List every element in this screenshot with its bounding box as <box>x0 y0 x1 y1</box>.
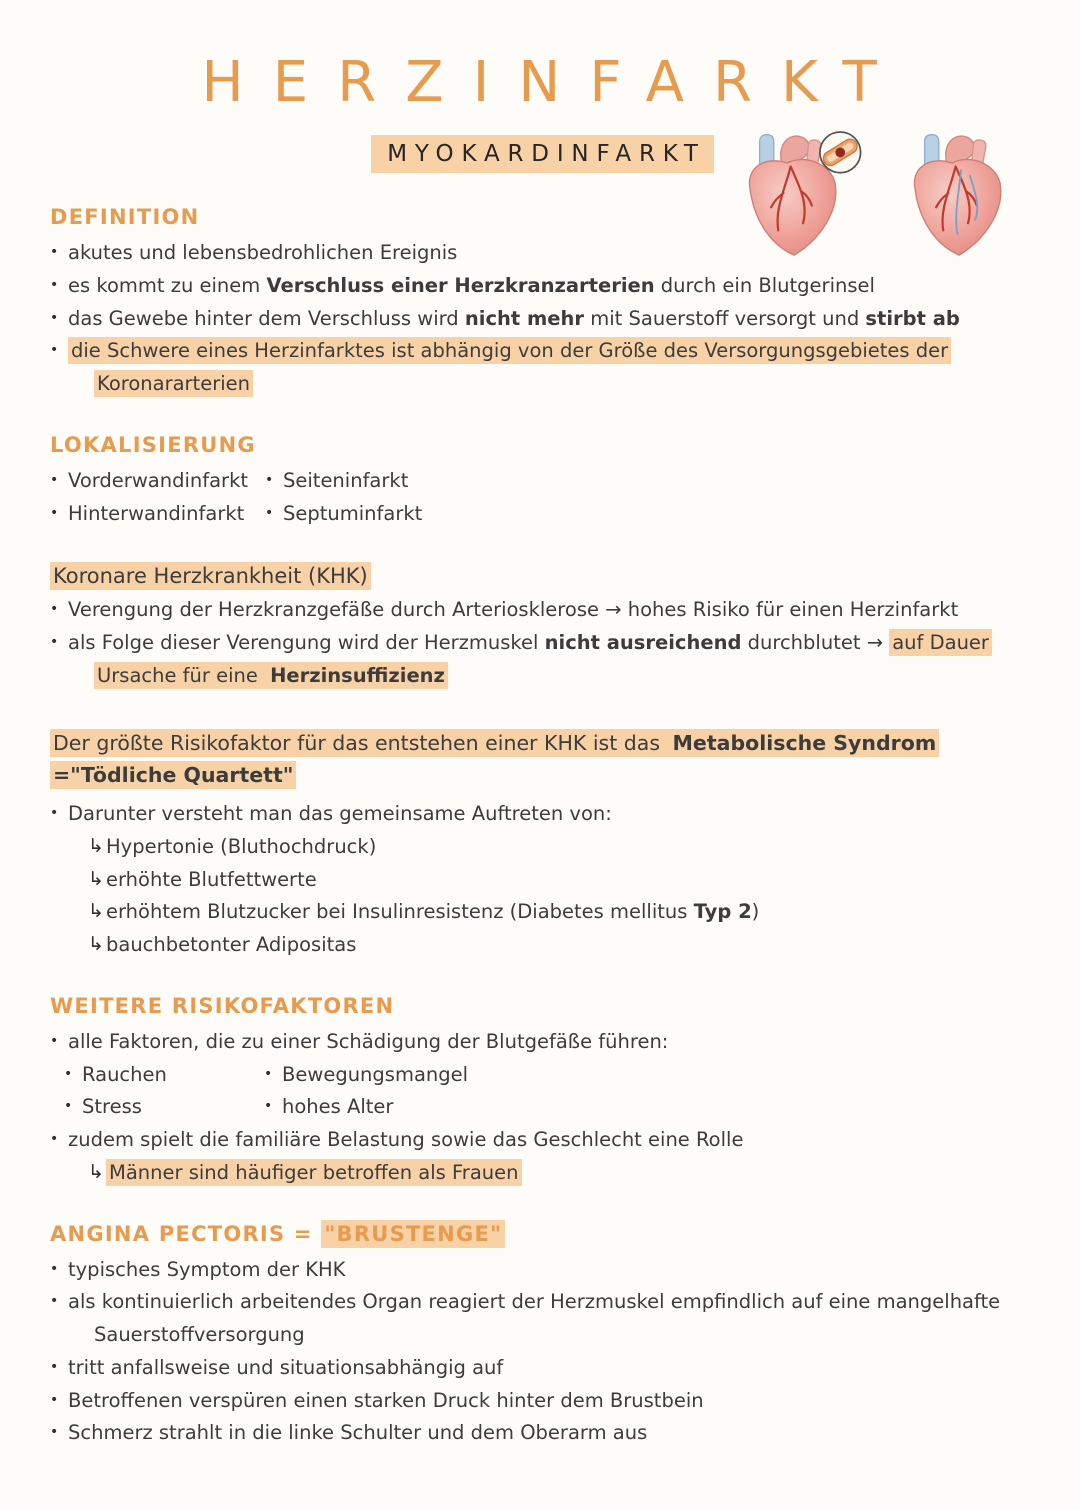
text-segment: tritt anfallsweise und situationsabhängig auf <box>68 1355 504 1379</box>
sub-bullet-line <box>88 864 1035 897</box>
text-segment: Sauerstoffversorgung <box>94 1323 305 1347</box>
text-segment: erhöhtem Blutzucker bei Insulinresistenz (Diabetes mellitus <box>106 900 694 924</box>
text-segment: Koronararterien <box>94 370 253 397</box>
angina-heading <box>50 1222 1035 1246</box>
bullet-line <box>50 594 1035 627</box>
bullet-line <box>50 303 1035 336</box>
arrow-marker: ↳ <box>88 1160 104 1183</box>
text-segment: Ursache für eine <box>94 662 267 689</box>
text-segment: ANGINA PECTORIS = <box>50 1221 322 1246</box>
text-segment: Verengung der Herzkranzgefäße durch Arteriosklerose → hohes Risiko für einen Herzinfarkt <box>68 598 959 622</box>
text-segment: als Folge dieser Verengung wird der Herzmuskel <box>68 631 545 654</box>
definition-heading: DEFINITION <box>50 205 200 229</box>
section-lokalisierung <box>50 433 1035 531</box>
text-segment: stirbt ab <box>865 306 960 330</box>
sub-bullet-line <box>88 1157 1035 1190</box>
bullet-marker: • <box>50 1358 59 1375</box>
bullet-line <box>50 1254 1035 1287</box>
bullet-marker: • <box>50 634 59 650</box>
sub-bullet-line <box>88 929 1035 962</box>
continuation-line <box>50 660 1035 693</box>
bullet-line <box>50 1286 1035 1319</box>
bullet-marker: • <box>50 601 59 618</box>
line-text <box>68 303 960 336</box>
bullet-line <box>64 1059 264 1092</box>
line-text <box>94 660 448 693</box>
text-segment: alle Faktoren, die zu einer Schädigung der Blutgefäße führen: <box>68 1029 669 1053</box>
line-text <box>68 798 612 831</box>
heart-illustration <box>883 128 1038 268</box>
bullet-marker: • <box>50 471 59 488</box>
page-title: HERZINFARKT <box>201 50 906 115</box>
text-segment: Der größte Risikofaktor für das entstehen einer KHK ist das <box>50 729 670 757</box>
bullet-marker: • <box>50 244 59 260</box>
text-segment: Metabolische Syndrom <box>670 729 940 757</box>
bullet-line <box>50 1124 1035 1157</box>
line-text <box>94 1319 305 1352</box>
text-segment: das Gewebe hinter dem Verschluss wird <box>68 306 465 330</box>
line-text <box>106 896 759 929</box>
line-text: Hinterwandinfarkt <box>68 501 245 525</box>
bullet-marker: • <box>64 1065 73 1082</box>
bullet-line <box>50 1352 1035 1385</box>
khk-title <box>50 564 1035 588</box>
bullet-line <box>265 465 408 498</box>
line-text <box>68 1385 704 1418</box>
line-text: hohes Alter <box>282 1095 394 1119</box>
continuation-line <box>50 1319 1035 1352</box>
bullet-marker: • <box>265 471 274 488</box>
text-segment: Typ 2 <box>693 900 752 924</box>
text-segment: akutes und lebensbedrohlichen Ereignis <box>68 241 458 264</box>
lokalisierung-heading: LOKALISIERUNG <box>50 432 256 457</box>
bullet-marker: • <box>50 1391 59 1408</box>
section-metabolisches-syndrom <box>50 727 1035 962</box>
bullet-marker: • <box>64 1098 73 1115</box>
text-segment: durch ein Blutgerinsel <box>654 273 875 297</box>
bullet-line <box>50 498 265 531</box>
line-text <box>68 1417 647 1450</box>
two-column-row <box>50 498 1035 531</box>
text-segment: Männer sind häufiger betroffen als Frauen <box>106 1159 522 1186</box>
text-segment: mit Sauerstoff versorgt und <box>584 306 866 330</box>
line-text <box>68 1254 345 1287</box>
heart-illustrations <box>718 128 1038 268</box>
bullet-line <box>50 1026 1035 1059</box>
section-angina-pectoris <box>50 1222 1035 1451</box>
bullet-marker: • <box>50 1260 59 1277</box>
text-segment: durchblutet → <box>741 631 890 654</box>
bullet-line <box>50 798 1035 831</box>
text-segment: die Schwere eines Herzinfarktes ist abhängig von der Größe des Versorgungsgebietes der <box>68 337 951 364</box>
text-segment: nicht mehr <box>464 306 585 330</box>
text-segment: Koronare Herzkrankheit (KHK) <box>50 562 371 590</box>
text-segment: typisches Symptom der KHK <box>68 1257 346 1281</box>
line-text <box>68 1286 1000 1319</box>
text-segment: es kommt zu einem <box>68 273 267 297</box>
bullet-marker: • <box>265 504 274 521</box>
bullet-line <box>264 1091 393 1124</box>
line-text <box>68 1124 743 1157</box>
line-text <box>68 270 875 303</box>
line-text: Vorderwandinfarkt <box>68 468 249 492</box>
arrow-marker: ↳ <box>88 834 104 857</box>
page-subtitle: MYOKARDINFARKT <box>371 135 714 173</box>
bullet-line <box>50 465 265 498</box>
two-column-row <box>50 1091 1035 1124</box>
section-khk <box>50 564 1035 692</box>
bullet-marker: • <box>50 342 59 359</box>
line-text: Seiteninfarkt <box>283 468 409 492</box>
sub-bullet-line <box>88 831 1035 864</box>
arrow-marker: ↳ <box>88 867 104 890</box>
text-segment: Schmerz strahlt in die linke Schulter und dem Oberarm aus <box>68 1421 648 1445</box>
text-segment: nicht ausreichend <box>544 631 742 654</box>
line-text <box>68 237 457 270</box>
text-segment: auf Dauer <box>889 629 992 656</box>
bullet-marker: • <box>50 309 59 326</box>
line-text: Stress <box>82 1095 142 1119</box>
bullet-marker: • <box>50 1424 59 1441</box>
text-segment: Darunter versteht man das gemeinsame Auftreten von: <box>68 802 612 826</box>
arrow-marker: ↳ <box>88 900 104 923</box>
bullet-marker: • <box>50 504 59 521</box>
highlighted-statement <box>50 727 1035 760</box>
bullet-line <box>265 498 422 531</box>
section-risikofaktoren <box>50 994 1035 1190</box>
bullet-marker: • <box>50 1032 59 1049</box>
arrow-marker: ↳ <box>88 933 104 956</box>
sub-bullet-line <box>88 896 1035 929</box>
highlighted-statement <box>50 759 1035 792</box>
bullet-line <box>50 1417 1035 1450</box>
bullet-line <box>50 270 1035 303</box>
text-segment: erhöhte Blutfettwerte <box>106 867 317 891</box>
bullet-marker: • <box>50 805 59 822</box>
line-text <box>68 627 992 660</box>
line-text <box>68 1026 668 1059</box>
bullet-marker: • <box>50 276 59 293</box>
text-segment: als kontinuierlich arbeitendes Organ reagiert der Herzmuskel empfindlich auf eine mangelhafte <box>68 1290 1001 1314</box>
bullet-line <box>50 335 1035 368</box>
text-segment: ) <box>751 900 760 924</box>
two-column-row <box>50 1059 1035 1092</box>
bullet-line <box>50 627 1035 660</box>
text-segment: ="Tödliche Quartett" <box>50 761 296 789</box>
two-column-row <box>50 465 1035 498</box>
bullet-marker: • <box>50 1131 59 1148</box>
line-text <box>68 1352 503 1385</box>
bullet-line <box>64 1091 264 1124</box>
bullet-line <box>50 1385 1035 1418</box>
line-text <box>106 831 376 864</box>
text-segment: zudem spielt die familiäre Belastung sowie das Geschlecht eine Rolle <box>68 1128 744 1152</box>
bullet-marker: • <box>264 1098 273 1115</box>
risikofaktoren-heading: WEITERE RISIKOFAKTOREN <box>50 993 395 1018</box>
bullet-marker: • <box>264 1065 273 1082</box>
continuation-line <box>50 368 1035 401</box>
bullet-line <box>264 1059 468 1092</box>
text-segment: Hypertonie (Bluthochdruck) <box>106 834 377 858</box>
text-segment: "BRUSTENGE" <box>321 1220 505 1248</box>
line-text: Septuminfarkt <box>283 501 423 525</box>
line-text <box>94 368 253 401</box>
line-text <box>106 929 356 962</box>
bullet-marker: • <box>50 1293 59 1310</box>
line-text: Rauchen <box>82 1062 167 1086</box>
line-text <box>68 335 951 368</box>
text-segment: Herzinsuffizienz <box>267 662 448 689</box>
text-segment: bauchbetonter Adipositas <box>106 933 357 957</box>
line-text <box>106 1157 522 1190</box>
text-segment: Betroffenen verspüren einen starken Druck hinter dem Brustbein <box>68 1388 704 1412</box>
line-text <box>106 864 317 897</box>
text-segment: Verschluss einer Herzkranzarterien <box>266 273 655 297</box>
line-text <box>68 594 958 627</box>
heart-with-blocked-artery-illustration <box>718 128 873 268</box>
line-text: Bewegungsmangel <box>282 1062 469 1086</box>
